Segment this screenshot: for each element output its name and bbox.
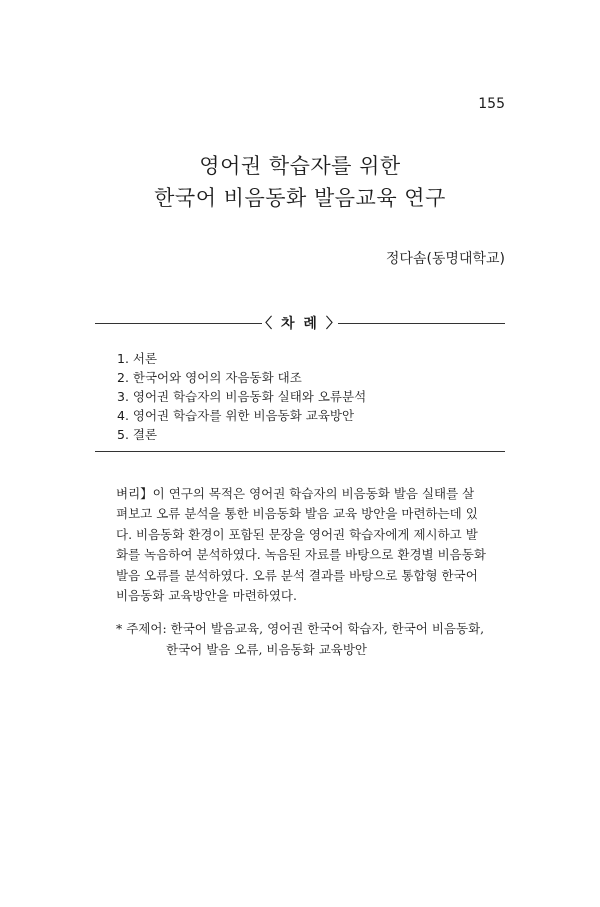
toc-item: 5. 결론 [117,427,158,442]
keywords [116,619,516,660]
abstract-line: 발음 오류를 분석하였다. 오류 분석 결과를 바탕으로 통합형 한국어 [116,567,478,583]
toc-header-rule-right [338,323,505,324]
abstract-line: 비음동화 교육방안을 마련하였다. [116,588,297,604]
paper-title [0,150,600,214]
author-affiliation: 정다솜(동명대학교) [385,251,505,267]
page-number: 155 [478,96,505,112]
abstract-line: 벼리】이 연구의 목적은 영어권 학습자의 비음동화 발음 실태를 살 [116,486,475,501]
toc-item: 4. 영어권 학습자를 위한 비음동화 교육방안 [117,408,355,423]
title-line-1: 영어권 학습자를 위한 [199,154,401,178]
keywords-line-2: 한국어 발음 오류, 비음동화 교육방안 [166,641,367,657]
abstract-line: 화를 녹음하여 분석하였다. 녹음된 자료를 바탕으로 환경별 비음동화 [116,547,486,563]
toc-heading: 〈 차 례 〉 [258,316,342,332]
title-line-2: 한국어 비음동화 발음교육 연구 [154,186,446,210]
toc-item: 2. 한국어와 영어의 자음동화 대조 [117,370,302,385]
abstract [116,484,506,606]
toc-header [95,313,505,335]
toc-item: 1. 서론 [117,351,158,366]
toc-bottom-rule [95,451,505,452]
toc-item: 3. 영어권 학습자의 비음동화 실태와 오류분석 [117,389,367,404]
toc-list [117,349,366,444]
abstract-line: 다. 비음동화 환경이 포함된 문장을 영어권 학습자에게 제시하고 발 [116,526,478,542]
keywords-line-1: * 주제어: 한국어 발음교육, 영어권 한국어 학습자, 한국어 비음동화, [116,621,485,636]
abstract-line: 펴보고 오류 분석을 통한 비음동화 발음 교육 방안을 마련하는데 있 [116,506,478,522]
